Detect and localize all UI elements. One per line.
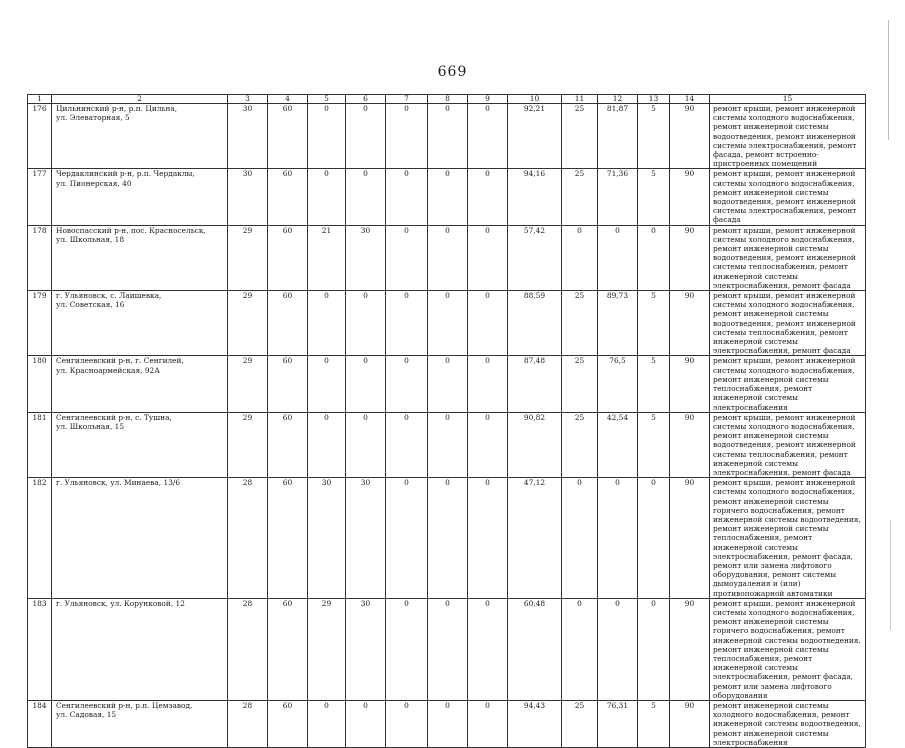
value-cell: 60	[268, 225, 308, 290]
value-cell: 25	[562, 356, 598, 412]
value-cell: 60	[268, 104, 308, 169]
works-cell: ремонт крыши, ремонт инженерной системы холодного водоснабжения, ремонт инженерной системы горячего водоснабжения, ремонт инженерной системы водоотведения, ремонт инженерной системы теплоснабжения, ремонт инженерной системы электроснабжения, ремонт фасада, ремонт или замена лифтового оборудования, ремонт системы дымоудаления и (или) противопожарной автоматики	[710, 478, 866, 599]
value-cell: 25	[562, 701, 598, 748]
value-cell: 0	[598, 225, 638, 290]
value-cell: 0	[428, 356, 468, 412]
value-cell: 60	[268, 412, 308, 477]
value-cell: 0	[386, 598, 428, 700]
value-cell: 88,59	[508, 291, 562, 356]
value-cell: 81,87	[598, 104, 638, 169]
value-cell: 0	[346, 412, 386, 477]
repair-program-table	[27, 94, 866, 748]
value-cell: 60	[268, 478, 308, 599]
works-cell: ремонт инженерной системы холодного водоснабжения, ремонт инженерной системы водоотведения, ремонт инженерной системы электроснабжения	[710, 701, 866, 748]
value-cell: 30	[228, 169, 268, 225]
value-cell: 0	[428, 412, 468, 477]
table-row	[28, 291, 866, 356]
table-row	[28, 701, 866, 748]
address-cell	[52, 701, 228, 748]
value-cell: 94,43	[508, 701, 562, 748]
value-cell: 0	[346, 701, 386, 748]
address-line: г. Ульяновск, ул. Корунковой, 12	[56, 598, 185, 608]
value-cell: 60	[268, 598, 308, 700]
value-cell: 0	[346, 356, 386, 412]
value-cell: 30	[346, 478, 386, 599]
value-cell: 0	[308, 169, 346, 225]
value-cell: 29	[228, 412, 268, 477]
table-body	[28, 95, 866, 748]
col-header: 2	[52, 95, 228, 104]
value-cell: 0	[562, 478, 598, 599]
value-cell: 29	[228, 291, 268, 356]
value-cell: 29	[228, 225, 268, 290]
value-cell: 28	[228, 478, 268, 599]
value-cell: 71,36	[598, 169, 638, 225]
address-cell	[52, 478, 228, 599]
value-cell: 0	[386, 478, 428, 599]
value-cell: 90	[670, 356, 710, 412]
value-cell: 0	[308, 701, 346, 748]
value-cell: 0	[386, 291, 428, 356]
address-line: ул. Красноармейская, 92А	[56, 365, 160, 375]
row-number-cell: 179	[28, 291, 52, 356]
value-cell: 0	[468, 169, 508, 225]
value-cell: 60,48	[508, 598, 562, 700]
value-cell: 30	[228, 104, 268, 169]
works-cell: ремонт крыши, ремонт инженерной системы холодного водоснабжения, ремонт инженерной системы водоотведения, ремонт инженерной системы теплоснабжения, ремонт инженерной системы электроснабжения, ремонт фасада	[710, 225, 866, 290]
address-line: г. Ульяновск, ул. Минаева, 13/6	[56, 478, 181, 488]
value-cell: 90	[670, 412, 710, 477]
address-line: г. Ульяновск, с. Лаишевка,	[56, 291, 162, 301]
address-cell	[52, 356, 228, 412]
row-number-cell: 176	[28, 104, 52, 169]
value-cell: 0	[428, 291, 468, 356]
table-row	[28, 225, 866, 290]
value-cell: 60	[268, 701, 308, 748]
value-cell: 0	[468, 356, 508, 412]
table-row	[28, 412, 866, 477]
value-cell: 0	[346, 169, 386, 225]
value-cell: 0	[638, 225, 670, 290]
table-row	[28, 478, 866, 599]
address-line: ул. Элеваторная, 5	[56, 113, 130, 123]
col-header: 9	[468, 95, 508, 104]
address-cell	[52, 598, 228, 700]
value-cell: 0	[468, 598, 508, 700]
value-cell: 21	[308, 225, 346, 290]
address-line: Цильнинский р-н, р.п. Цильна,	[56, 104, 178, 113]
col-header: 10	[508, 95, 562, 104]
row-number-cell: 177	[28, 169, 52, 225]
value-cell: 0	[308, 104, 346, 169]
value-cell: 0	[598, 478, 638, 599]
value-cell: 92,21	[508, 104, 562, 169]
value-cell: 90	[670, 701, 710, 748]
value-cell: 0	[386, 356, 428, 412]
value-cell: 5	[638, 291, 670, 356]
value-cell: 0	[468, 478, 508, 599]
table-row	[28, 598, 866, 700]
address-line: Чердаклинский р-н, р.п. Чердаклы,	[56, 169, 195, 179]
address-line: ул. Пионерская, 40	[56, 178, 132, 188]
value-cell: 0	[386, 104, 428, 169]
address-cell	[52, 291, 228, 356]
col-header: 15	[710, 95, 866, 104]
value-cell: 28	[228, 598, 268, 700]
value-cell: 0	[598, 598, 638, 700]
value-cell: 76,5	[598, 356, 638, 412]
works-cell: ремонт крыши, ремонт инженерной системы холодного водоснабжения, ремонт инженерной системы водоотведения, ремонт инженерной системы теплоснабжения, ремонт инженерной системы электроснабжения, ремонт фасада	[710, 291, 866, 356]
value-cell: 25	[562, 291, 598, 356]
value-cell: 47,12	[508, 478, 562, 599]
address-line: Новоспасский р-н, пос. Красносельск,	[56, 225, 206, 235]
value-cell: 5	[638, 169, 670, 225]
row-number-cell: 183	[28, 598, 52, 700]
col-header: 12	[598, 95, 638, 104]
value-cell: 5	[638, 412, 670, 477]
address-line: ул. Садовая, 15	[56, 710, 117, 720]
value-cell: 5	[638, 104, 670, 169]
row-number-cell: 181	[28, 412, 52, 477]
address-cell	[52, 412, 228, 477]
value-cell: 60	[268, 291, 308, 356]
works-cell: ремонт крыши, ремонт инженерной системы холодного водоснабжения, ремонт инженерной системы водоотведения, ремонт инженерной системы электроснабжения, ремонт фасада, ремонт встроенно-пристроенных помещений	[710, 104, 866, 169]
value-cell: 90	[670, 291, 710, 356]
value-cell: 0	[308, 291, 346, 356]
value-cell: 0	[468, 291, 508, 356]
value-cell: 0	[468, 104, 508, 169]
value-cell: 90	[670, 478, 710, 599]
value-cell: 90,82	[508, 412, 562, 477]
row-number-cell: 180	[28, 356, 52, 412]
value-cell: 25	[562, 169, 598, 225]
value-cell: 0	[562, 225, 598, 290]
col-header: 1	[28, 95, 52, 104]
value-cell: 60	[268, 356, 308, 412]
value-cell: 30	[308, 478, 346, 599]
value-cell: 60	[268, 169, 308, 225]
value-cell: 0	[562, 598, 598, 700]
value-cell: 0	[386, 169, 428, 225]
value-cell: 76,31	[598, 701, 638, 748]
col-header: 13	[638, 95, 670, 104]
value-cell: 94,16	[508, 169, 562, 225]
col-header: 3	[228, 95, 268, 104]
value-cell: 0	[638, 478, 670, 599]
works-cell: ремонт крыши, ремонт инженерной системы холодного водоснабжения, ремонт инженерной системы горячего водоснабжения, ремонт инженерной системы водоотведения, ремонт инженерной системы теплоснабжения, ремонт инженерной системы электроснабжения, ремонт фасада, ремонт или замена лифтового оборудования	[710, 598, 866, 700]
value-cell: 89,73	[598, 291, 638, 356]
value-cell: 57,42	[508, 225, 562, 290]
value-cell: 0	[428, 225, 468, 290]
col-header: 4	[268, 95, 308, 104]
value-cell: 0	[308, 412, 346, 477]
value-cell: 0	[428, 104, 468, 169]
address-line: ул. Советская, 16	[56, 300, 125, 310]
address-line: Сенгилеевский р-н, г. Сенгилей,	[56, 356, 184, 366]
works-cell: ремонт крыши, ремонт инженерной системы холодного водоснабжения, ремонт инженерной системы теплоснабжения, ремонт инженерной системы электроснабжения	[710, 356, 866, 412]
value-cell: 25	[562, 412, 598, 477]
value-cell: 0	[386, 701, 428, 748]
address-cell	[52, 104, 228, 169]
col-header: 6	[346, 95, 386, 104]
value-cell: 0	[386, 225, 428, 290]
address-line: Сенгилеевский р-н, с. Тушна,	[56, 412, 172, 422]
value-cell: 0	[346, 104, 386, 169]
scan-margin-line	[890, 520, 891, 630]
value-cell: 90	[670, 169, 710, 225]
col-header: 14	[670, 95, 710, 104]
value-cell: 30	[346, 225, 386, 290]
value-cell: 0	[468, 412, 508, 477]
table-row	[28, 356, 866, 412]
value-cell: 5	[638, 356, 670, 412]
row-number-cell: 182	[28, 478, 52, 599]
table-row	[28, 169, 866, 225]
works-cell: ремонт крыши, ремонт инженерной системы холодного водоснабжения, ремонт инженерной системы водоотведения, ремонт инженерной системы электроснабжения, ремонт фасада	[710, 169, 866, 225]
address-line: ул. Школьная, 18	[56, 234, 125, 244]
value-cell: 30	[346, 598, 386, 700]
value-cell: 29	[228, 356, 268, 412]
scan-margin-line	[888, 20, 889, 140]
table-header-row	[28, 95, 866, 104]
col-header: 8	[428, 95, 468, 104]
value-cell: 0	[346, 291, 386, 356]
address-line: ул. Школьная, 15	[56, 421, 125, 431]
value-cell: 0	[468, 701, 508, 748]
row-number-cell: 184	[28, 701, 52, 748]
value-cell: 42,54	[598, 412, 638, 477]
value-cell: 0	[428, 701, 468, 748]
value-cell: 28	[228, 701, 268, 748]
value-cell: 0	[638, 598, 670, 700]
col-header: 7	[386, 95, 428, 104]
value-cell: 0	[468, 225, 508, 290]
table-row	[28, 104, 866, 169]
col-header: 11	[562, 95, 598, 104]
col-header: 5	[308, 95, 346, 104]
value-cell: 0	[428, 169, 468, 225]
value-cell: 90	[670, 598, 710, 700]
value-cell: 29	[308, 598, 346, 700]
works-cell: ремонт крыши, ремонт инженерной системы холодного водоснабжения, ремонт инженерной системы водоотведения, ремонт инженерной системы теплоснабжения, ремонт инженерной системы электроснабжения, ремонт фасада	[710, 412, 866, 477]
row-number-cell: 178	[28, 225, 52, 290]
value-cell: 0	[428, 478, 468, 599]
address-line: Сенгилеевский р-н, р.п. Цемзавод,	[56, 701, 193, 710]
value-cell: 5	[638, 701, 670, 748]
value-cell: 0	[428, 598, 468, 700]
value-cell: 25	[562, 104, 598, 169]
page-number: 669	[437, 64, 468, 80]
value-cell: 0	[308, 356, 346, 412]
value-cell: 87,48	[508, 356, 562, 412]
value-cell: 0	[386, 412, 428, 477]
value-cell: 90	[670, 225, 710, 290]
value-cell: 90	[670, 104, 710, 169]
address-cell	[52, 169, 228, 225]
address-cell	[52, 225, 228, 290]
